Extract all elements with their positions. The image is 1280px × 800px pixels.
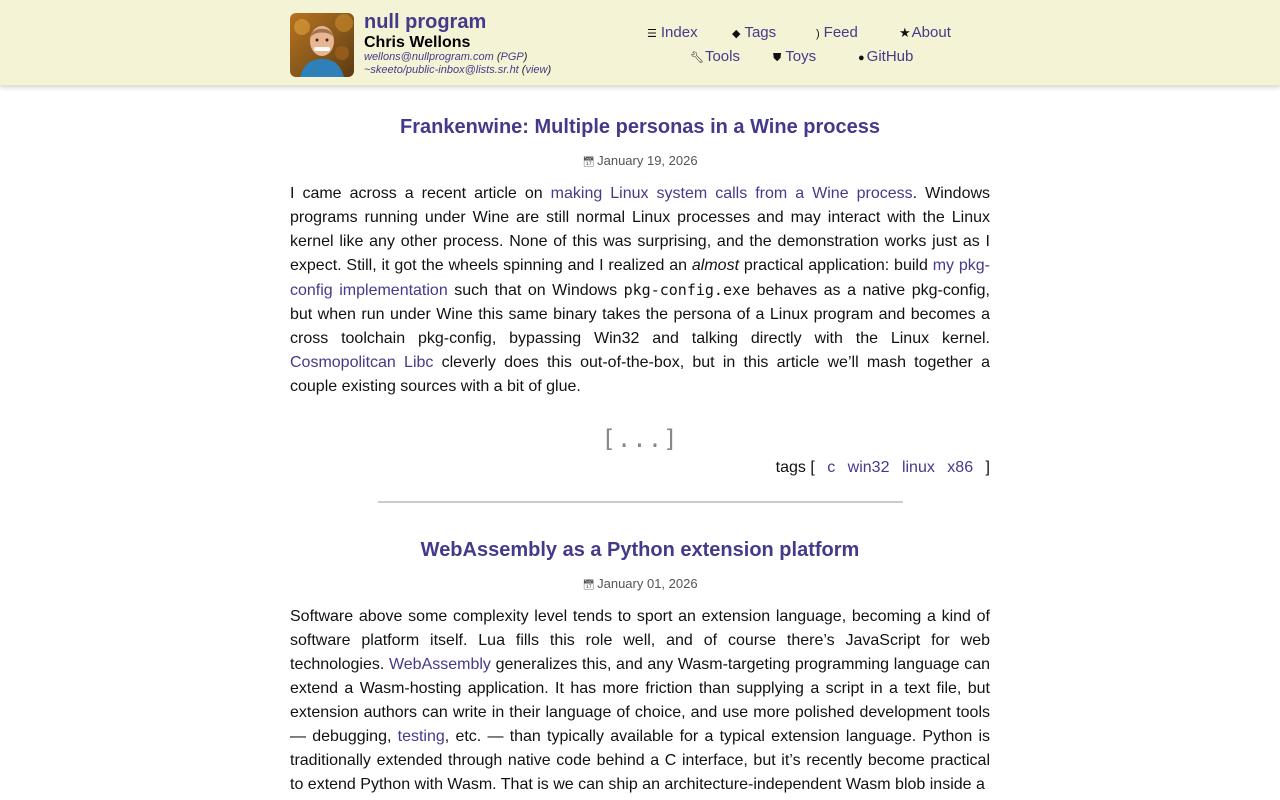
star-icon: ★ [899,25,911,40]
author-name: Chris Wellons [364,34,471,51]
email-link[interactable]: wellons@nullprogram.com [364,51,494,63]
nav-toys[interactable] [773,48,816,65]
nav-github[interactable] [858,48,913,65]
tag-link[interactable]: c [827,459,836,476]
rss-icon: ) [816,28,820,40]
tags-close: ] [985,459,990,476]
nav-index-label: Index [660,24,698,41]
tag-link[interactable]: win32 [847,459,890,476]
article-link-cosmopolitan[interactable]: Cosmopolitcan Libc [290,354,434,371]
article [290,539,990,797]
inbox-view-link[interactable]: view [525,64,548,76]
github-icon: ● [858,52,865,64]
excerpt-text: behaves as a native pkg-config, but when run under Wine this same binary takes the persona of a Linux program and becomes a cross toolchain pkg-config, bypassing Win32 and talking directly with the Linux kernel. [290,282,991,347]
pgp-link[interactable]: PGP [500,51,524,63]
nav-github-label: GitHub [866,48,914,65]
nav-feed-label: Feed [823,24,858,41]
tags-label: tags [ [775,459,815,476]
article-title-link[interactable]: WebAssembly as a Python extension platform [420,539,860,561]
tag-link[interactable]: x86 [947,459,974,476]
list-icon: ☰ [647,28,657,40]
excerpt-text: such that on Windows [447,282,624,299]
nav-feed[interactable] [816,24,858,41]
site-header [0,0,1280,86]
article-tags [290,459,990,477]
tag-link[interactable]: linux [901,459,935,476]
excerpt-code: pkg-config.exe [623,281,751,299]
excerpt-text: generalizes this, and any Wasm-targeting programming language can extend a Wasm-hosting application. It has more friction than supplying a script in a text file, but extension authors can write in their language of choice, and use more polished development tools — debugging, [290,656,991,745]
nav-tags-label: Tags [744,24,777,41]
article-link-testing[interactable]: testing [397,728,445,745]
nav-index[interactable] [647,24,698,41]
nav-tools-label: Tools [704,48,740,65]
read-more-link[interactable]: [...] [601,425,679,453]
wrench-icon: 🔧︎ [690,52,704,64]
article-title-link[interactable]: Frankenwine: Multiple personas in a Wine process [400,116,880,138]
article-divider [378,501,903,503]
article-date-text: January 01, 2026 [597,576,698,591]
inbox-link[interactable]: ~skeeto/public-inbox@lists.sr.ht [364,64,519,76]
nav-toys-label: Toys [785,48,817,65]
article-date [290,153,990,168]
article-link-pkg-config[interactable]: my pkg-config implementation [290,257,990,299]
article [290,116,990,477]
nav-about-label: About [911,24,951,41]
calendar-icon: 📅︎ [582,157,596,168]
nav-tools[interactable] [690,48,740,65]
article-date-text: January 19, 2026 [597,153,698,168]
contact-inbox-line: ~skeeto/public-inbox@lists.sr.ht (view) [364,64,552,76]
html5-icon: ⛊ [773,52,782,64]
article-link-webassembly[interactable]: WebAssembly [388,656,491,673]
article-date [290,576,990,591]
site-title-link[interactable]: null program [364,11,487,33]
tag-icon: ◆ [732,28,741,40]
excerpt-text: . Windows programs running under Wine are still normal Linux processes and may interact with the Linux kernel like any other process. None of this was surprising, and the demonstration works just as I expect. Still, it got the wheels spinning and I realized an [290,185,991,274]
article-excerpt [290,605,990,797]
author-photo [290,13,354,77]
excerpt-text: Software above some complexity level tends to sport an extension language, becoming a kind of software platform itself. Lua fills this role well, and of course there’s JavaScript for web technologies. [290,608,990,673]
excerpt-text: cleverly does this out-of-the-box, but in this article we’ll mash together a couple existing sources with a bit of glue. [290,354,991,395]
excerpt-text: , etc. — than typically available for a typical extension language. Python is traditionally extended through native code behind a C interface, but it’s recently become practical to extend Python with Wasm. That is we can ship an architecture-independent Wasm blob inside a [290,728,990,793]
article-link-wine-syscalls[interactable]: making Linux system calls from a Wine process [550,185,913,202]
nav-about[interactable] [899,24,951,41]
excerpt-text: practical application: build [739,257,933,274]
contact-email-line: wellons@nullprogram.com (PGP) [364,51,528,63]
excerpt-text: I came across a recent article on [290,185,551,202]
calendar-icon: 📅︎ [582,580,596,591]
excerpt-emphasis: almost [691,257,740,274]
author-avatar[interactable] [290,13,354,77]
nav-tags[interactable] [732,24,776,41]
article-excerpt [290,182,990,399]
